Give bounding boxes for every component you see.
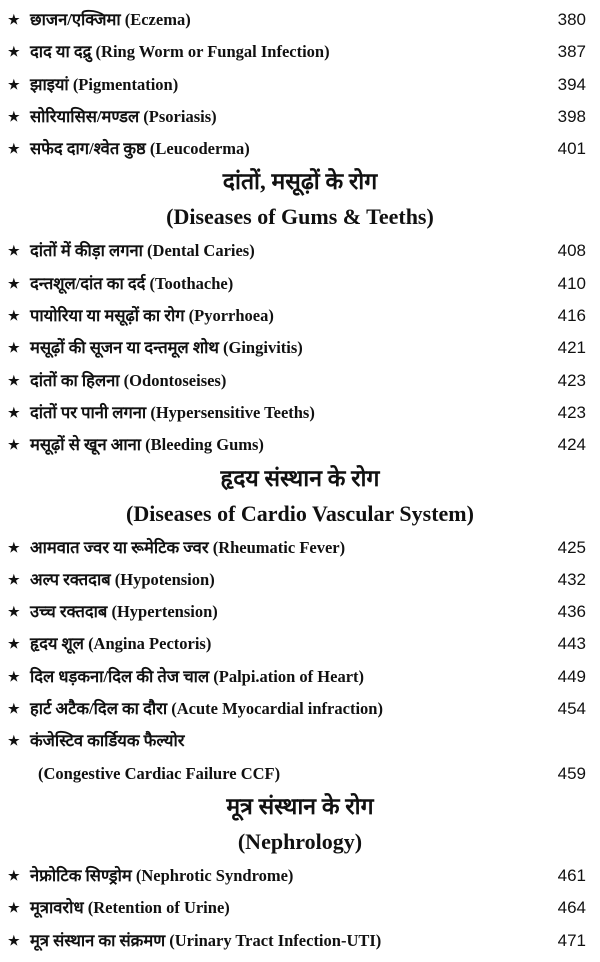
entry-page-number: 454 (557, 699, 586, 719)
star-icon: ★ (8, 604, 20, 620)
entry-page-number: 425 (557, 537, 586, 557)
entry-page-number: 387 (557, 42, 586, 62)
index-entry (0, 725, 600, 757)
entry-page-number: 449 (557, 666, 586, 686)
star-icon: ★ (8, 308, 20, 324)
section-heading-english: (Diseases of Cardio Vascular System) (126, 500, 474, 526)
entry-title: दन्तशूल/दांत का दर्द (Toothache) (30, 273, 234, 293)
section-heading-english: (Diseases of Gums & Teeths) (166, 204, 434, 230)
entry-title: झाइयां (Pigmentation) (30, 74, 179, 94)
star-icon: ★ (8, 108, 20, 124)
entry-page-number: 471 (557, 930, 586, 950)
index-entry (0, 860, 600, 892)
entry-title: मसूढ़ों की सूजन या दन्तमूल शोथ (Gingivitis) (30, 338, 303, 358)
index-entry (0, 133, 600, 165)
index-entry (0, 429, 600, 461)
index-entry (0, 332, 600, 364)
entry-title: उच्च रक्तदाब (Hypertension) (30, 602, 218, 622)
entry-title: कंजेस्टिव कार्डियक फैल्योर (30, 731, 185, 751)
entry-title: दांतों पर पानी लगना (Hypersensitive Teeths) (30, 402, 315, 422)
entry-page-number: 398 (557, 106, 586, 126)
star-icon: ★ (8, 76, 20, 92)
star-icon: ★ (8, 932, 20, 948)
star-icon: ★ (8, 12, 20, 27)
index-entry (0, 892, 600, 924)
entry-title: दिल धड़कना/दिल की तेज चाल (Palpi.ation of Heart) (30, 666, 365, 686)
entry-title: दांतों का हिलना (Odontoseises) (30, 370, 227, 390)
entry-page-number: 464 (557, 898, 586, 918)
entry-page-number: 443 (557, 634, 586, 654)
index-entry-continuation (0, 758, 600, 790)
entry-page-number: 461 (557, 865, 586, 885)
entry-title: हार्ट अटैक/दिल का दौरा (Acute Myocardial infraction) (30, 699, 383, 719)
entry-title: सोरियासिस/मण्डल (Psoriasis) (30, 106, 217, 126)
entry-page-number: 436 (557, 602, 586, 622)
star-icon: ★ (8, 404, 20, 420)
entry-page-number: 424 (557, 435, 586, 455)
entry-title: सफेद दाग/श्वेत कुष्ठ (Leucoderma) (30, 139, 250, 159)
entry-page-number: 423 (557, 402, 586, 422)
entry-title: मूत्रावरोध (Retention of Urine) (30, 898, 230, 918)
index-entry (0, 925, 600, 957)
index-entry (0, 564, 600, 596)
index-entry (0, 36, 600, 68)
entry-page-number: 421 (557, 338, 586, 358)
index-entry (0, 628, 600, 660)
star-icon: ★ (8, 44, 20, 60)
index-entry (0, 235, 600, 267)
entry-page-number: 423 (557, 370, 586, 390)
entry-page-number: 432 (557, 569, 586, 589)
index-entry (0, 4, 600, 36)
section-heading-hindi: दांतों, मसूढ़ों के रोग (222, 169, 378, 195)
entry-page-number: 394 (557, 74, 586, 94)
section-heading-hindi: मूत्र संस्थान के रोग (226, 793, 374, 819)
star-icon: ★ (8, 340, 20, 356)
star-icon: ★ (8, 867, 20, 883)
star-icon: ★ (8, 636, 20, 652)
entry-title: अल्प रक्तदाब (Hypotension) (30, 569, 215, 589)
entry-title-english: (Congestive Cardiac Failure CCF) (38, 763, 281, 783)
index-entry (0, 101, 600, 133)
entry-page-number: 410 (557, 273, 586, 293)
entry-page-number: 401 (557, 139, 586, 159)
index-entry (0, 596, 600, 628)
star-icon: ★ (8, 701, 20, 717)
star-icon: ★ (8, 437, 20, 453)
star-icon: ★ (8, 141, 20, 157)
entry-title: नेफ्रोटिक सिण्ड्रोम (Nephrotic Syndrome) (30, 865, 294, 885)
index-entry (0, 365, 600, 397)
index-entry (0, 661, 600, 693)
entry-title: दाद या दद्रु (Ring Worm or Fungal Infection) (30, 42, 330, 62)
index-entry (0, 268, 600, 300)
index-entry (0, 693, 600, 725)
entry-title: मूत्र संस्थान का संक्रमण (Urinary Tract Infection-UTI) (30, 930, 382, 950)
star-icon: ★ (8, 243, 20, 259)
entry-title: दांतों में कीड़ा लगना (Dental Caries) (30, 241, 255, 261)
entry-page-number: 459 (557, 763, 586, 783)
entry-title: पायोरिया या मसूढ़ों का रोग (Pyorrhoea) (30, 306, 274, 326)
index-entry (0, 532, 600, 564)
star-icon: ★ (8, 571, 20, 587)
entry-page-number: 416 (557, 306, 586, 326)
star-icon: ★ (8, 372, 20, 388)
section-heading-english: (Nephrology) (237, 828, 363, 854)
entry-title: आमवात ज्वर या रूमेटिक ज्वर (Rheumatic Fever) (30, 537, 346, 557)
index-entry (0, 69, 600, 101)
star-icon: ★ (8, 733, 20, 749)
star-icon: ★ (8, 668, 20, 684)
star-icon: ★ (8, 275, 20, 291)
entry-page-number: 408 (557, 241, 586, 261)
star-icon: ★ (8, 539, 20, 555)
entry-page-number: 380 (557, 10, 586, 29)
entry-title: हृदय शूल (Angina Pectoris) (30, 634, 212, 654)
entry-title: मसूढ़ों से खून आना (Bleeding Gums) (30, 435, 264, 455)
index-entry (0, 397, 600, 429)
section-heading-hindi: हृदय संस्थान के रोग (220, 465, 380, 491)
index-entry (0, 300, 600, 332)
entry-title: छाजन/एक्जिमा (Eczema) (30, 10, 191, 29)
star-icon: ★ (8, 900, 20, 916)
